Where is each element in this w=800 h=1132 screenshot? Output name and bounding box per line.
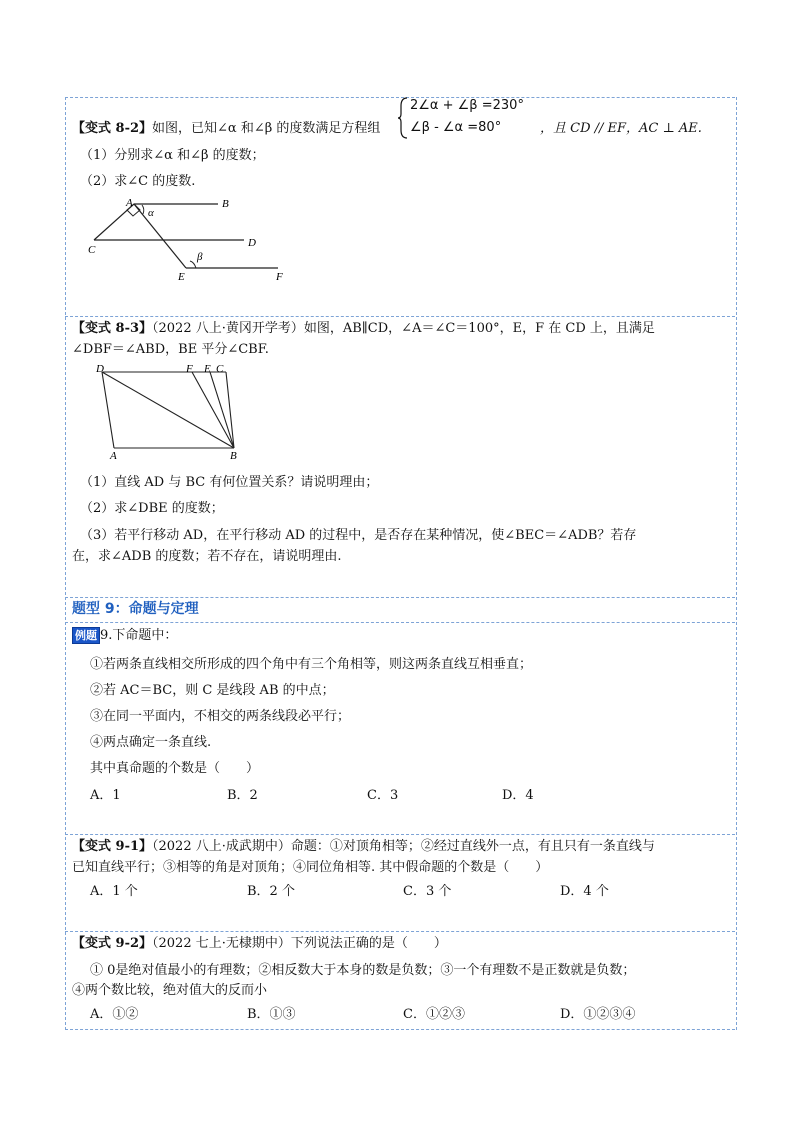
divider-bottom <box>65 1029 735 1030</box>
statement-4: ④两点确定一条直线. <box>90 735 212 750</box>
problem-text: （2022 七上·无棣期中）下列说法正确的是（ ） <box>152 936 447 951</box>
section-heading: 题型 9：命题与定理 <box>72 601 199 617</box>
variant-9-2-line-2: ① 0是绝对值最小的有理数；②相反数大于本身的数是负数；③一个有理数不是正数就是负数； <box>90 963 636 978</box>
equation-brace <box>397 96 409 140</box>
option-c[interactable]: C．3 <box>367 788 399 803</box>
variant-label: 【变式 8-3】 <box>72 321 153 336</box>
example-question: 其中真命题的个数是（ ） <box>90 761 260 776</box>
problem-intro: 如图，已知∠α 和∠β 的度数满足方程组 <box>152 121 381 136</box>
variant-label: 【变式 9-2】 <box>72 936 153 951</box>
variant-8-3-line-1 <box>72 320 655 338</box>
question-3-line-1: （3）若平行移动 AD，在平行移动 AD 的过程中，是否存在某种情况，使∠BEC＝∠ADB？若存 <box>80 528 637 543</box>
question-2: （2）求∠DBE 的度数； <box>80 501 224 516</box>
point-a-label: A <box>126 197 133 209</box>
problem-condition: ，且 CD // EF，AC ⊥ AE. <box>540 121 702 136</box>
statement-3: ③在同一平面内，不相交的两条线段必平行； <box>90 709 351 724</box>
point-b-label: B <box>222 198 229 210</box>
question-1: （1）分别求∠α 和∠β 的度数； <box>80 148 265 163</box>
parallelogram-figure <box>92 362 242 462</box>
point-e-label: E <box>204 363 211 375</box>
equation-1: 2∠α + ∠β =230° <box>410 98 524 113</box>
question-1: （1）直线 AD 与 BC 有何位置关系？请说明理由； <box>80 475 379 490</box>
option-b[interactable]: B．2 <box>227 788 258 803</box>
point-d-label: D <box>96 363 104 375</box>
question-3-line-2: 在，求∠ADB 的度数；若不存在，请说明理由. <box>72 549 342 564</box>
divider-type9 <box>65 597 735 598</box>
divider-v91 <box>65 834 735 835</box>
variant-label: 【变式 8-2】 <box>72 121 153 136</box>
point-b-label: B <box>230 450 237 462</box>
point-d-label: D <box>248 237 256 249</box>
variant-9-2-line-3: ④两个数比较，绝对值大的反而小 <box>72 983 268 998</box>
divider-example <box>65 622 735 623</box>
point-e-label: E <box>178 271 185 283</box>
point-f-label: F <box>276 271 283 283</box>
point-f-label: F <box>186 363 193 375</box>
problem-text: （2022 八上·黄冈开学考）如图，AB∥CD，∠A＝∠C＝100°，E，F 在 CD 上，且满足 <box>152 321 655 336</box>
option-b[interactable]: B．2 个 <box>247 884 295 899</box>
variant-label: 【变式 9-1】 <box>72 839 153 854</box>
option-d[interactable]: D．4 <box>502 788 534 803</box>
divider-v83 <box>65 316 735 317</box>
point-c-label: C <box>216 363 224 375</box>
option-a[interactable]: A．1 个 <box>90 884 138 899</box>
divider-v92 <box>65 931 735 932</box>
point-a-label: A <box>110 450 117 462</box>
statement-2: ②若 AC＝BC，则 C 是线段 AB 的中点； <box>90 683 335 698</box>
equation-2: ∠β - ∠α =80° <box>410 120 502 135</box>
variant-8-3-line-2: ∠DBF＝∠ABD，BE 平分∠CBF. <box>72 342 269 357</box>
variant-9-1-line-1 <box>72 838 655 856</box>
example-badge: 例题 <box>72 627 100 644</box>
example-stem-text: 9.下命题中： <box>100 628 178 643</box>
variant-9-2-line-1 <box>72 935 447 953</box>
angle-alpha-label: α <box>148 207 154 219</box>
problem-text: （2022 八上·成武期中）命题：①对顶角相等；②经过直线外一点，有且只有一条直线与 <box>152 839 655 854</box>
option-c[interactable]: C．①②③ <box>403 1007 465 1022</box>
parallel-lines-figure <box>86 194 298 286</box>
option-d[interactable]: D．①②③④ <box>560 1007 636 1022</box>
option-d[interactable]: D．4 个 <box>560 884 609 899</box>
point-c-label: C <box>88 244 96 256</box>
option-c[interactable]: C．3 个 <box>403 884 452 899</box>
option-b[interactable]: B．①③ <box>247 1007 296 1022</box>
option-a[interactable]: A．①② <box>90 1007 139 1022</box>
example-stem <box>72 627 177 645</box>
variant-9-1-line-2: 已知直线平行；③相等的角是对顶角；④同位角相等. 其中假命题的个数是（ ） <box>72 860 549 875</box>
statement-1: ①若两条直线相交所形成的四个角中有三个角相等，则这两条直线互相垂直； <box>90 657 533 672</box>
angle-beta-label: β <box>197 251 203 263</box>
variant-8-2-line <box>72 120 380 138</box>
option-a[interactable]: A．1 <box>90 788 121 803</box>
question-2: （2）求∠C 的度数. <box>80 174 196 189</box>
